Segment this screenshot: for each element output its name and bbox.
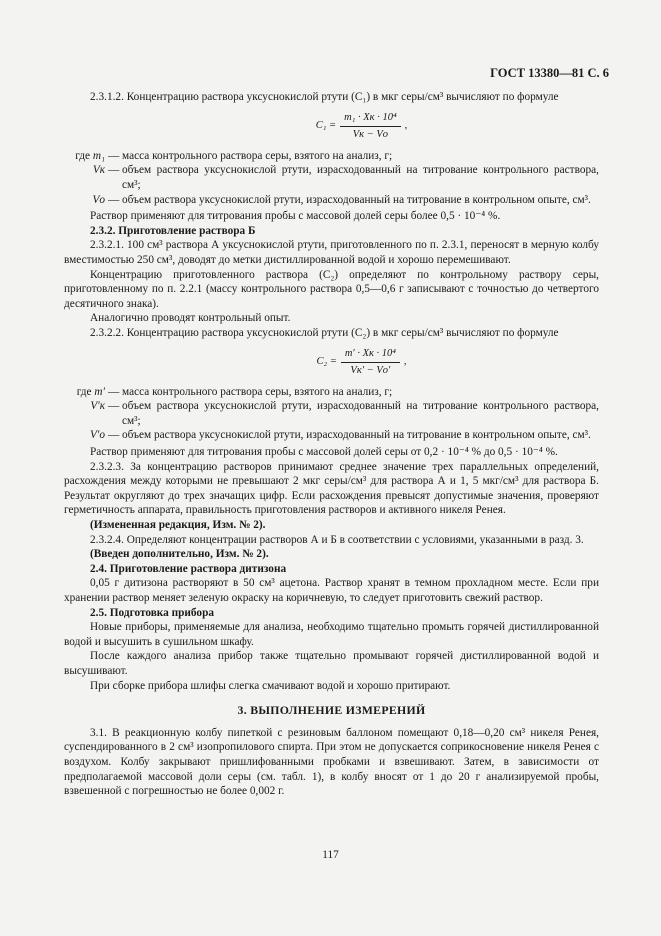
formula-c1-lhs: C₁ =: [315, 120, 337, 132]
definition-dash: —: [108, 193, 120, 206]
paragraph-range-1: Раствор применяют для титрования пробы с массовой долей серы более 0,5 · 10⁻⁴ %.: [90, 210, 501, 223]
definition-item: [64, 428, 599, 443]
paragraph-2-3-2-2: 2.3.2.2. Концентрацию раствора уксуснокислой ртути (C₂) в мкг серы/см³ вычисляют по формуле: [90, 326, 559, 339]
definition-item: [64, 149, 599, 164]
formula-c2-lhs: C₂ =: [316, 356, 337, 368]
definition-dash: —: [108, 429, 120, 442]
formula-c1-denominator: Vк − Vо: [352, 129, 389, 141]
definition-dash: —: [108, 400, 120, 413]
paragraph-range-2: Раствор применяют для титрования пробы с массовой долей серы от 0,2 · 10⁻⁴ % до 0,5 · 10⁻⁴ %.: [90, 446, 558, 459]
paragraph-2-3-2-3: 2.3.2.3. За концентрацию растворов принимают среднее значение трех параллельных определений, расхождения между которыми не превышают 2 мкг серы/см³ для раствора А и 1, 5 мкг/см³ для раствора Б. Результат округляют до трех значащих цифр. Если расхождения превысят допустимые значения, проверяют герметичность аппарата, правильность приготовления растворов и активного никеля Ренея.: [64, 460, 599, 517]
formula-c2-denominator: Vк′ − Vо′: [350, 365, 391, 377]
definition-item: [64, 193, 599, 208]
definitions-c1: [64, 149, 599, 207]
document-body: [64, 90, 599, 799]
paragraph-2-4: 0,05 г дитизона растворяют в 50 см³ ацетона. Раствор хранят в темном прохладном месте. Если при хранении раствор меняет зеленую окраску на коричневую, то следует приготовить свежий раствор.: [64, 577, 599, 604]
formula-c1-numerator: m₁ · Xк · 10⁴: [340, 111, 400, 128]
definition-symbol: Vо: [92, 193, 105, 206]
definition-symbol: Vк: [92, 164, 105, 177]
definition-text: объем раствора уксуснокислой ртути, израсходованный на титрование в контрольном опыте, см³.: [122, 193, 591, 206]
addition-note: (Введен дополнительно, Изм. № 2).: [90, 548, 269, 561]
definition-text: объем раствора уксуснокислой ртути, израсходованный на титрование контрольного раствора, см³;: [122, 400, 599, 427]
formula-c2: [124, 347, 599, 379]
page-number: 117: [322, 849, 339, 861]
definition-symbol: V′к: [90, 400, 105, 413]
definition-dash: —: [108, 164, 120, 177]
formula-c1-fraction: [340, 111, 400, 143]
formula-c1-tail: ,: [404, 120, 408, 132]
section-3-title: 3. ВЫПОЛНЕНИЕ ИЗМЕРЕНИЙ: [237, 703, 426, 718]
definition-symbol: V′о: [89, 429, 105, 442]
heading-2-4: 2.4. Приготовление раствора дитизона: [90, 562, 287, 575]
definition-item: [64, 163, 599, 192]
page-header: ГОСТ 13380—81 С. 6: [490, 66, 609, 80]
amendment-note: (Измененная редакция, Изм. № 2).: [90, 519, 266, 532]
definition-dash: —: [108, 149, 120, 162]
paragraph-control-experiment: Аналогично проводят контрольный опыт.: [90, 312, 291, 325]
definition-text: масса контрольного раствора серы, взятого на анализ, г;: [122, 385, 393, 398]
paragraph-2-3-2-1: 2.3.2.1. 100 см³ раствора А уксуснокислой ртути, приготовленного по п. 2.3.1, переносят в мерную колбу вместимостью 250 см³, доводят до метки дистиллированной водой и хорошо перемешивают.: [64, 239, 599, 266]
definition-text: объем раствора уксуснокислой ртути, израсходованный на титрование в контрольном опыте, см³.: [122, 429, 591, 442]
paragraph-2-3-2-4: 2.3.2.4. Определяют концентрации растворов А и Б в соответствии с условиями, указанными в разд. 3.: [90, 533, 584, 546]
definition-symbol: m′: [94, 385, 105, 398]
definition-text: масса контрольного раствора серы, взятого на анализ, г;: [122, 149, 393, 162]
heading-2-3-2: 2.3.2. Приготовление раствора Б: [90, 224, 256, 237]
definitions-c2: [64, 385, 599, 443]
definition-item: [64, 385, 599, 400]
heading-2-5: 2.5. Подготовка прибора: [90, 606, 215, 619]
definition-item: [64, 399, 599, 428]
paragraph-3-1: 3.1. В реакционную колбу пипеткой с резиновым баллоном помещают 0,18—0,20 см³ никеля Ренея, суспендированного в 2 см³ изопропилового спирта. При этом не допускается соприкосновение никеля Ренея с воздухом. Колбу закрывают пришлифованными пробками и взвешивают. Затем, в зависимости от предполагаемой массовой доли серы (см. табл. 1), в колбу вносят от 1 до 20 г анализируемой пробы, взвешенной с погрешностью не более 0,002 г.: [64, 726, 599, 798]
definition-lead: где: [75, 149, 91, 162]
paragraph-2-5-c: При сборке прибора шлифы слегка смачивают водой и хорошо притирают.: [90, 679, 451, 692]
definition-symbol: m₁: [92, 149, 105, 162]
formula-c2-fraction: [341, 347, 400, 379]
formula-c2-numerator: m′ · Xк · 10⁴: [341, 347, 400, 364]
formula-c2-tail: ,: [403, 356, 407, 368]
paragraph-2-3-1-2: 2.3.1.2. Концентрацию раствора уксуснокислой ртути (C₁) в мкг серы/см³ вычисляют по формуле: [90, 91, 559, 103]
formula-c1: [124, 111, 599, 143]
definition-lead: где: [76, 385, 92, 398]
definition-text: объем раствора уксуснокислой ртути, израсходованный на титрование контрольного раствора, см³;: [122, 164, 599, 191]
paragraph-concentration-c2: Концентрацию приготовленного раствора (C₂) определяют по контрольному раствору серы, приготовленному по п. 2.2.1 (массу контрольного раствора 0,5—0,6 г записывают с точностью до четвертого десятичного знака).: [64, 268, 599, 310]
paragraph-2-5-b: После каждого анализа прибор также тщательно промывают горячей дистиллированной водой и высушивают.: [64, 650, 599, 677]
definition-dash: —: [108, 385, 120, 398]
paragraph-2-5-a: Новые приборы, применяемые для анализа, необходимо тщательно промыть горячей дистиллированной водой и высушить в сушильном шкафу.: [64, 621, 599, 648]
